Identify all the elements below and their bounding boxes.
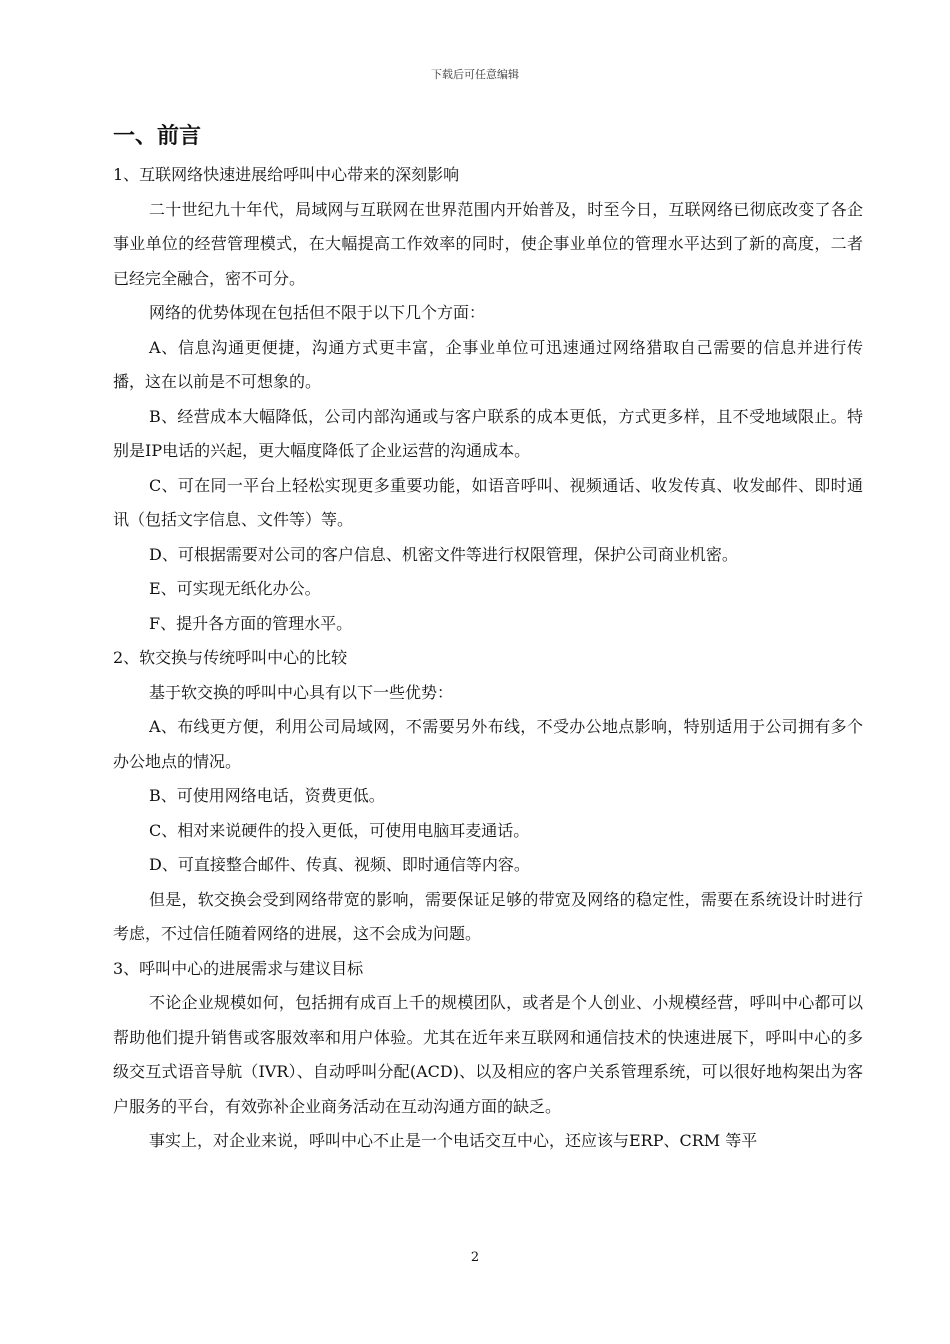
section-title: 一、前言	[113, 124, 202, 149]
paragraph: A、布线更方便，利用公司局域网，不需要另外布线，不受办公地点影响，特别适用于公司拥有多个办公地点的情况。	[113, 717, 863, 771]
paragraph: 事实上，对企业来说，呼叫中心不止是一个电话交互中心，还应该与ERP、CRM 等平	[149, 1131, 758, 1150]
paragraph: C、可在同一平台上轻松实现更多重要功能，如语音呼叫、视频通话、收发传真、收发邮件、即时通讯（包括文字信息、文件等）等。	[113, 475, 863, 529]
paragraph: 3、呼叫中心的进展需求与建议目标	[113, 958, 364, 978]
paragraph-list	[113, 158, 863, 1159]
paragraph: F、提升各方面的管理水平。	[149, 613, 353, 633]
paragraph: 基于软交换的呼叫中心具有以下一些优势：	[149, 682, 454, 702]
paragraph: B、经营成本大幅降低，公司内部沟通或与客户联系的成本更低，方式更多样，且不受地域限止。特别是IP电话的兴起，更大幅度降低了企业运营的沟通成本。	[113, 406, 863, 460]
paragraph: 2、软交换与传统呼叫中心的比较	[113, 648, 348, 667]
paragraph: 二十世纪九十年代，局域网与互联网在世界范围内开始普及，时至今日，互联网络已彻底改变了各企事业单位的经营管理模式，在大幅提高工作效率的同时，使企事业单位的管理水平达到了新的高度，二者已经完全融合，密不可分。	[113, 199, 863, 288]
paragraph: C、相对来说硬件的投入更低，可使用电脑耳麦通话。	[149, 820, 530, 840]
page-header: 下载后可任意编辑	[431, 68, 519, 81]
paragraph: E、可实现无纸化办公。	[149, 579, 321, 598]
page-content	[113, 118, 863, 1159]
page-number: 2	[470, 1250, 480, 1265]
paragraph: A、信息沟通更便捷，沟通方式更丰富，企事业单位可迅速通过网络猎取自己需要的信息并进行传播，这在以前是不可想象的。	[113, 337, 863, 391]
paragraph: D、可根据需要对公司的客户信息、机密文件等进行权限管理，保护公司商业机密。	[149, 544, 738, 564]
paragraph: B、可使用网络电话，资费更低。	[149, 786, 385, 805]
paragraph: 网络的优势体现在包括但不限于以下几个方面：	[149, 303, 486, 322]
paragraph: 1、互联网络快速进展给呼叫中心带来的深刻影响	[113, 165, 460, 184]
paragraph: 但是，软交换会受到网络带宽的影响，需要保证足够的带宽及网络的稳定性，需要在系统设计时进行考虑，不过信任随着网络的进展，这不会成为问题。	[113, 889, 863, 943]
paragraph: 不论企业规模如何，包括拥有成百上千的规模团队，或者是个人创业、小规模经营，呼叫中心都可以帮助他们提升销售或客服效率和用户体验。尤其在近年来互联网和通信技术的快速进展下，呼叫中心的多级交互式语音导航（IVR）、自动呼叫分配(ACD)、以及相应的客户关系管理系统，可以很好地构架出为客户服务的平台，有效弥补企业商务活动在互动沟通方面的缺乏。	[113, 993, 863, 1116]
paragraph: D、可直接整合邮件、传真、视频、即时通信等内容。	[149, 855, 530, 874]
